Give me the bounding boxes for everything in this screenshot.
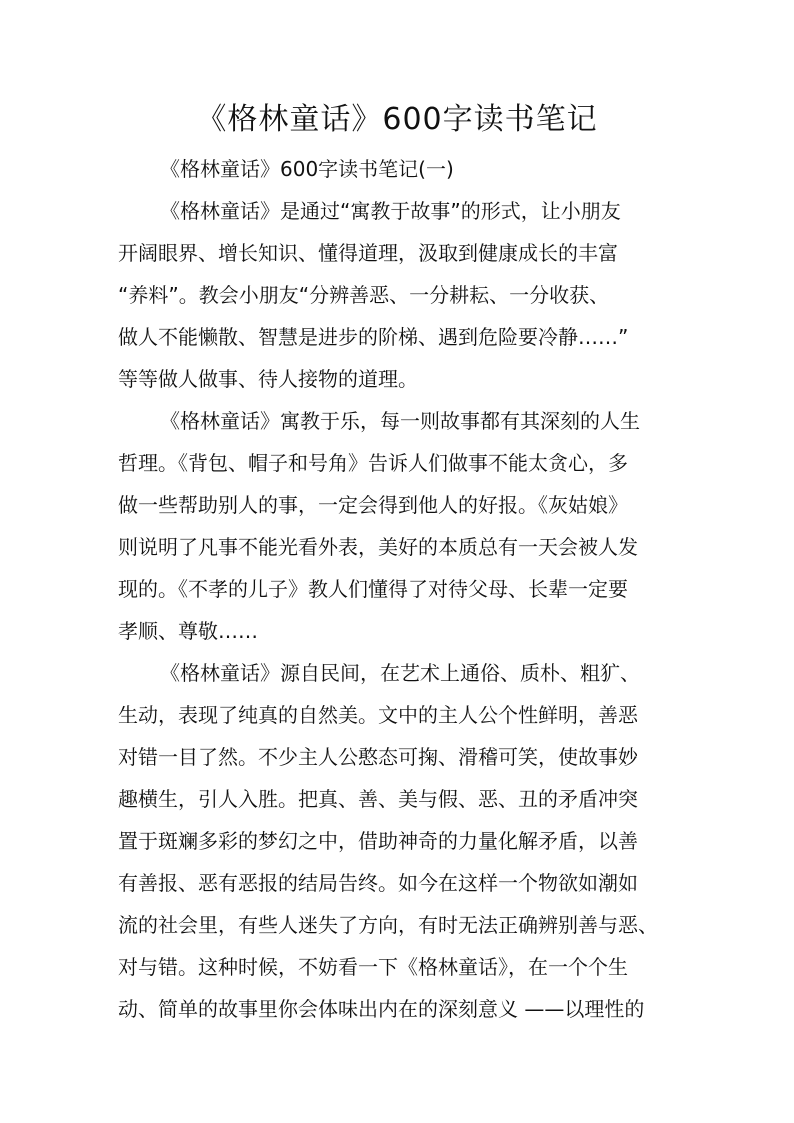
paragraph-line: 做人不能懒散、智慧是进步的阶梯、遇到危险要冷静……” [118, 325, 629, 349]
paragraph-line: 开阔眼界、增长知识、懂得道理，汲取到健康成长的丰富 [118, 241, 618, 265]
paragraph-line: 有善报、恶有恶报的结局告终。如今在这样一个物欲如潮如 [118, 871, 638, 895]
paragraph-line: 做一些帮助别人的事，一定会得到他人的好报。《灰姑娘》 [118, 493, 628, 517]
paragraph-line: 流的社会里，有些人迷失了方向，有时无法正确辨别善与恶、 [118, 913, 658, 937]
paragraph-line: 哲理。《背包、帽子和号角》告诉人们做事不能太贪心，多 [118, 451, 628, 475]
paragraph-line: 生动，表现了纯真的自然美。文中的主人公个性鲜明，善恶 [118, 703, 638, 727]
paragraph-line: 《格林童话》源自民间，在艺术上通俗、质朴、粗犷、 [160, 661, 640, 685]
paragraph-line: 则说明了凡事不能光看外表，美好的本质总有一天会被人发 [118, 535, 638, 559]
paragraph-2 [118, 400, 676, 652]
paragraph-line: 《格林童话》是通过“寓教于故事”的形式，让小朋友 [160, 199, 621, 223]
paragraph-line: 动、简单的故事里你会体味出内在的深刻意义 ——以理性的 [118, 997, 645, 1021]
paragraph-1 [118, 190, 676, 400]
paragraph-line: 置于斑斓多彩的梦幻之中，借助神奇的力量化解矛盾，以善 [118, 829, 638, 853]
document-title: 《格林童话》600字读书笔记 [196, 102, 598, 137]
paragraph-line: 现的。《不孝的儿子》教人们懂得了对待父母、长辈一定要 [118, 577, 628, 601]
paragraph-line: 《格林童话》寓教于乐，每一则故事都有其深刻的人生 [160, 409, 640, 433]
paragraph-line: 趣横生，引人入胜。把真、善、美与假、恶、丑的矛盾冲突 [118, 787, 638, 811]
paragraph-line: “养料”。教会小朋友“分辨善恶、一分耕耘、一分收获、 [118, 283, 610, 307]
paragraph-3 [118, 652, 676, 1030]
paragraph-line: 等等做人做事、待人接物的道理。 [118, 367, 418, 391]
paragraph-line: 孝顺、尊敬…… [118, 619, 258, 643]
paragraph-line: 对与错。这种时候，不妨看一下《格林童话》，在一个个生 [118, 955, 628, 979]
document-subtitle: 《格林童话》600字读书笔记(一) [160, 157, 454, 181]
paragraph-line: 对错一目了然。不少主人公憨态可掬、滑稽可笑，使故事妙 [118, 745, 638, 769]
